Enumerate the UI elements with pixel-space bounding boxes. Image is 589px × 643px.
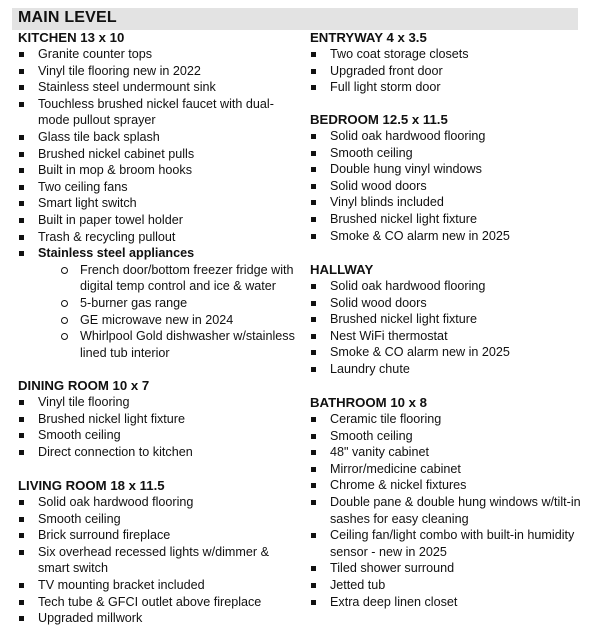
bedroom-list — [310, 128, 585, 244]
list-item: Solid oak hardwood flooring — [18, 494, 303, 511]
list-item: Granite counter tops — [18, 46, 303, 63]
sub-list-item: Whirlpool Gold dishwasher w/stainless lined tub interior — [18, 328, 303, 361]
dining-title: DINING ROOM 10 x 7 — [18, 378, 150, 393]
list-item: Built in paper towel holder — [18, 212, 303, 229]
list-item: Smoke & CO alarm new in 2025 — [310, 344, 585, 361]
list-item: Smooth ceiling — [310, 145, 585, 162]
list-item: Vinyl blinds included — [310, 194, 585, 211]
list-item: TV mounting bracket included — [18, 577, 303, 594]
dining-list — [18, 394, 303, 460]
list-item: Smooth ceiling — [18, 511, 303, 528]
sub-list-item: GE microwave new in 2024 — [18, 312, 303, 329]
list-item: Two coat storage closets — [310, 46, 585, 63]
list-item: Brushed nickel cabinet pulls — [18, 146, 303, 163]
list-item: Smooth ceiling — [310, 428, 585, 445]
list-item: Double pane & double hung windows w/tilt-in sashes for easy cleaning — [310, 494, 585, 527]
living-list — [18, 494, 303, 627]
list-item: Brushed nickel light fixture — [310, 311, 585, 328]
list-item: Trash & recycling pullout — [18, 229, 303, 246]
list-item: Brick surround fireplace — [18, 527, 303, 544]
appliances-list — [18, 262, 303, 362]
list-item: Solid oak hardwood flooring — [310, 128, 585, 145]
list-item: Upgraded front door — [310, 63, 585, 80]
list-item: Tiled shower surround — [310, 560, 585, 577]
list-item: Jetted tub — [310, 577, 585, 594]
entryway-list — [310, 46, 585, 96]
list-item: Vinyl tile flooring new in 2022 — [18, 63, 303, 80]
kitchen-section — [18, 30, 303, 361]
list-item: Ceiling fan/light combo with built-in humidity sensor - new in 2025 — [310, 527, 585, 560]
hallway-section — [310, 262, 585, 378]
list-item: Stainless steel undermount sink — [18, 79, 303, 96]
list-item: Tech tube & GFCI outlet above fireplace — [18, 594, 303, 611]
entryway-title: ENTRYWAY 4 x 3.5 — [310, 30, 427, 45]
list-item: Glass tile back splash — [18, 129, 303, 146]
hallway-title: HALLWAY — [310, 262, 374, 277]
bedroom-title: BEDROOM 12.5 x 11.5 — [310, 112, 448, 127]
dining-section — [18, 378, 303, 460]
list-item: Two ceiling fans — [18, 179, 303, 196]
list-item: Chrome & nickel fixtures — [310, 477, 585, 494]
list-item: Smoke & CO alarm new in 2025 — [310, 228, 585, 245]
sub-list-item: French door/bottom freezer fridge with digital temp control and ice & water — [18, 262, 303, 295]
list-item: 48" vanity cabinet — [310, 444, 585, 461]
entryway-section — [310, 30, 585, 96]
bedroom-section — [310, 112, 585, 244]
list-item: Six overhead recessed lights w/dimmer & smart switch — [18, 544, 303, 577]
list-item: Touchless brushed nickel faucet with dual-mode pullout sprayer — [18, 96, 303, 129]
list-item: Laundry chute — [310, 361, 585, 378]
main-level-header — [12, 8, 578, 30]
list-item: Brushed nickel light fixture — [18, 411, 303, 428]
list-item-appliances-heading: Stainless steel appliances — [18, 245, 303, 262]
page-title: MAIN LEVEL — [18, 9, 117, 26]
list-item: Extra deep linen closet — [310, 594, 585, 611]
list-item: Built in mop & broom hooks — [18, 162, 303, 179]
hallway-list — [310, 278, 585, 378]
list-item: Vinyl tile flooring — [18, 394, 303, 411]
kitchen-list — [18, 46, 303, 262]
living-title: LIVING ROOM 18 x 11.5 — [18, 478, 165, 493]
list-item: Nest WiFi thermostat — [310, 328, 585, 345]
list-item: Double hung vinyl windows — [310, 161, 585, 178]
living-section — [18, 478, 303, 627]
list-item: Solid wood doors — [310, 295, 585, 312]
list-item: Ceramic tile flooring — [310, 411, 585, 428]
list-item: Smart light switch — [18, 195, 303, 212]
list-item: Mirror/medicine cabinet — [310, 461, 585, 478]
bathroom-section — [310, 395, 585, 610]
list-item: Upgraded millwork — [18, 610, 303, 627]
list-item: Smooth ceiling — [18, 427, 303, 444]
bathroom-list — [310, 411, 585, 610]
list-item: Solid wood doors — [310, 178, 585, 195]
list-item: Full light storm door — [310, 79, 585, 96]
kitchen-title: KITCHEN 13 x 10 — [18, 30, 125, 45]
list-item: Direct connection to kitchen — [18, 444, 303, 461]
list-item: Brushed nickel light fixture — [310, 211, 585, 228]
list-item: Solid oak hardwood flooring — [310, 278, 585, 295]
bathroom-title: BATHROOM 10 x 8 — [310, 395, 427, 410]
sub-list-item: 5-burner gas range — [18, 295, 303, 312]
